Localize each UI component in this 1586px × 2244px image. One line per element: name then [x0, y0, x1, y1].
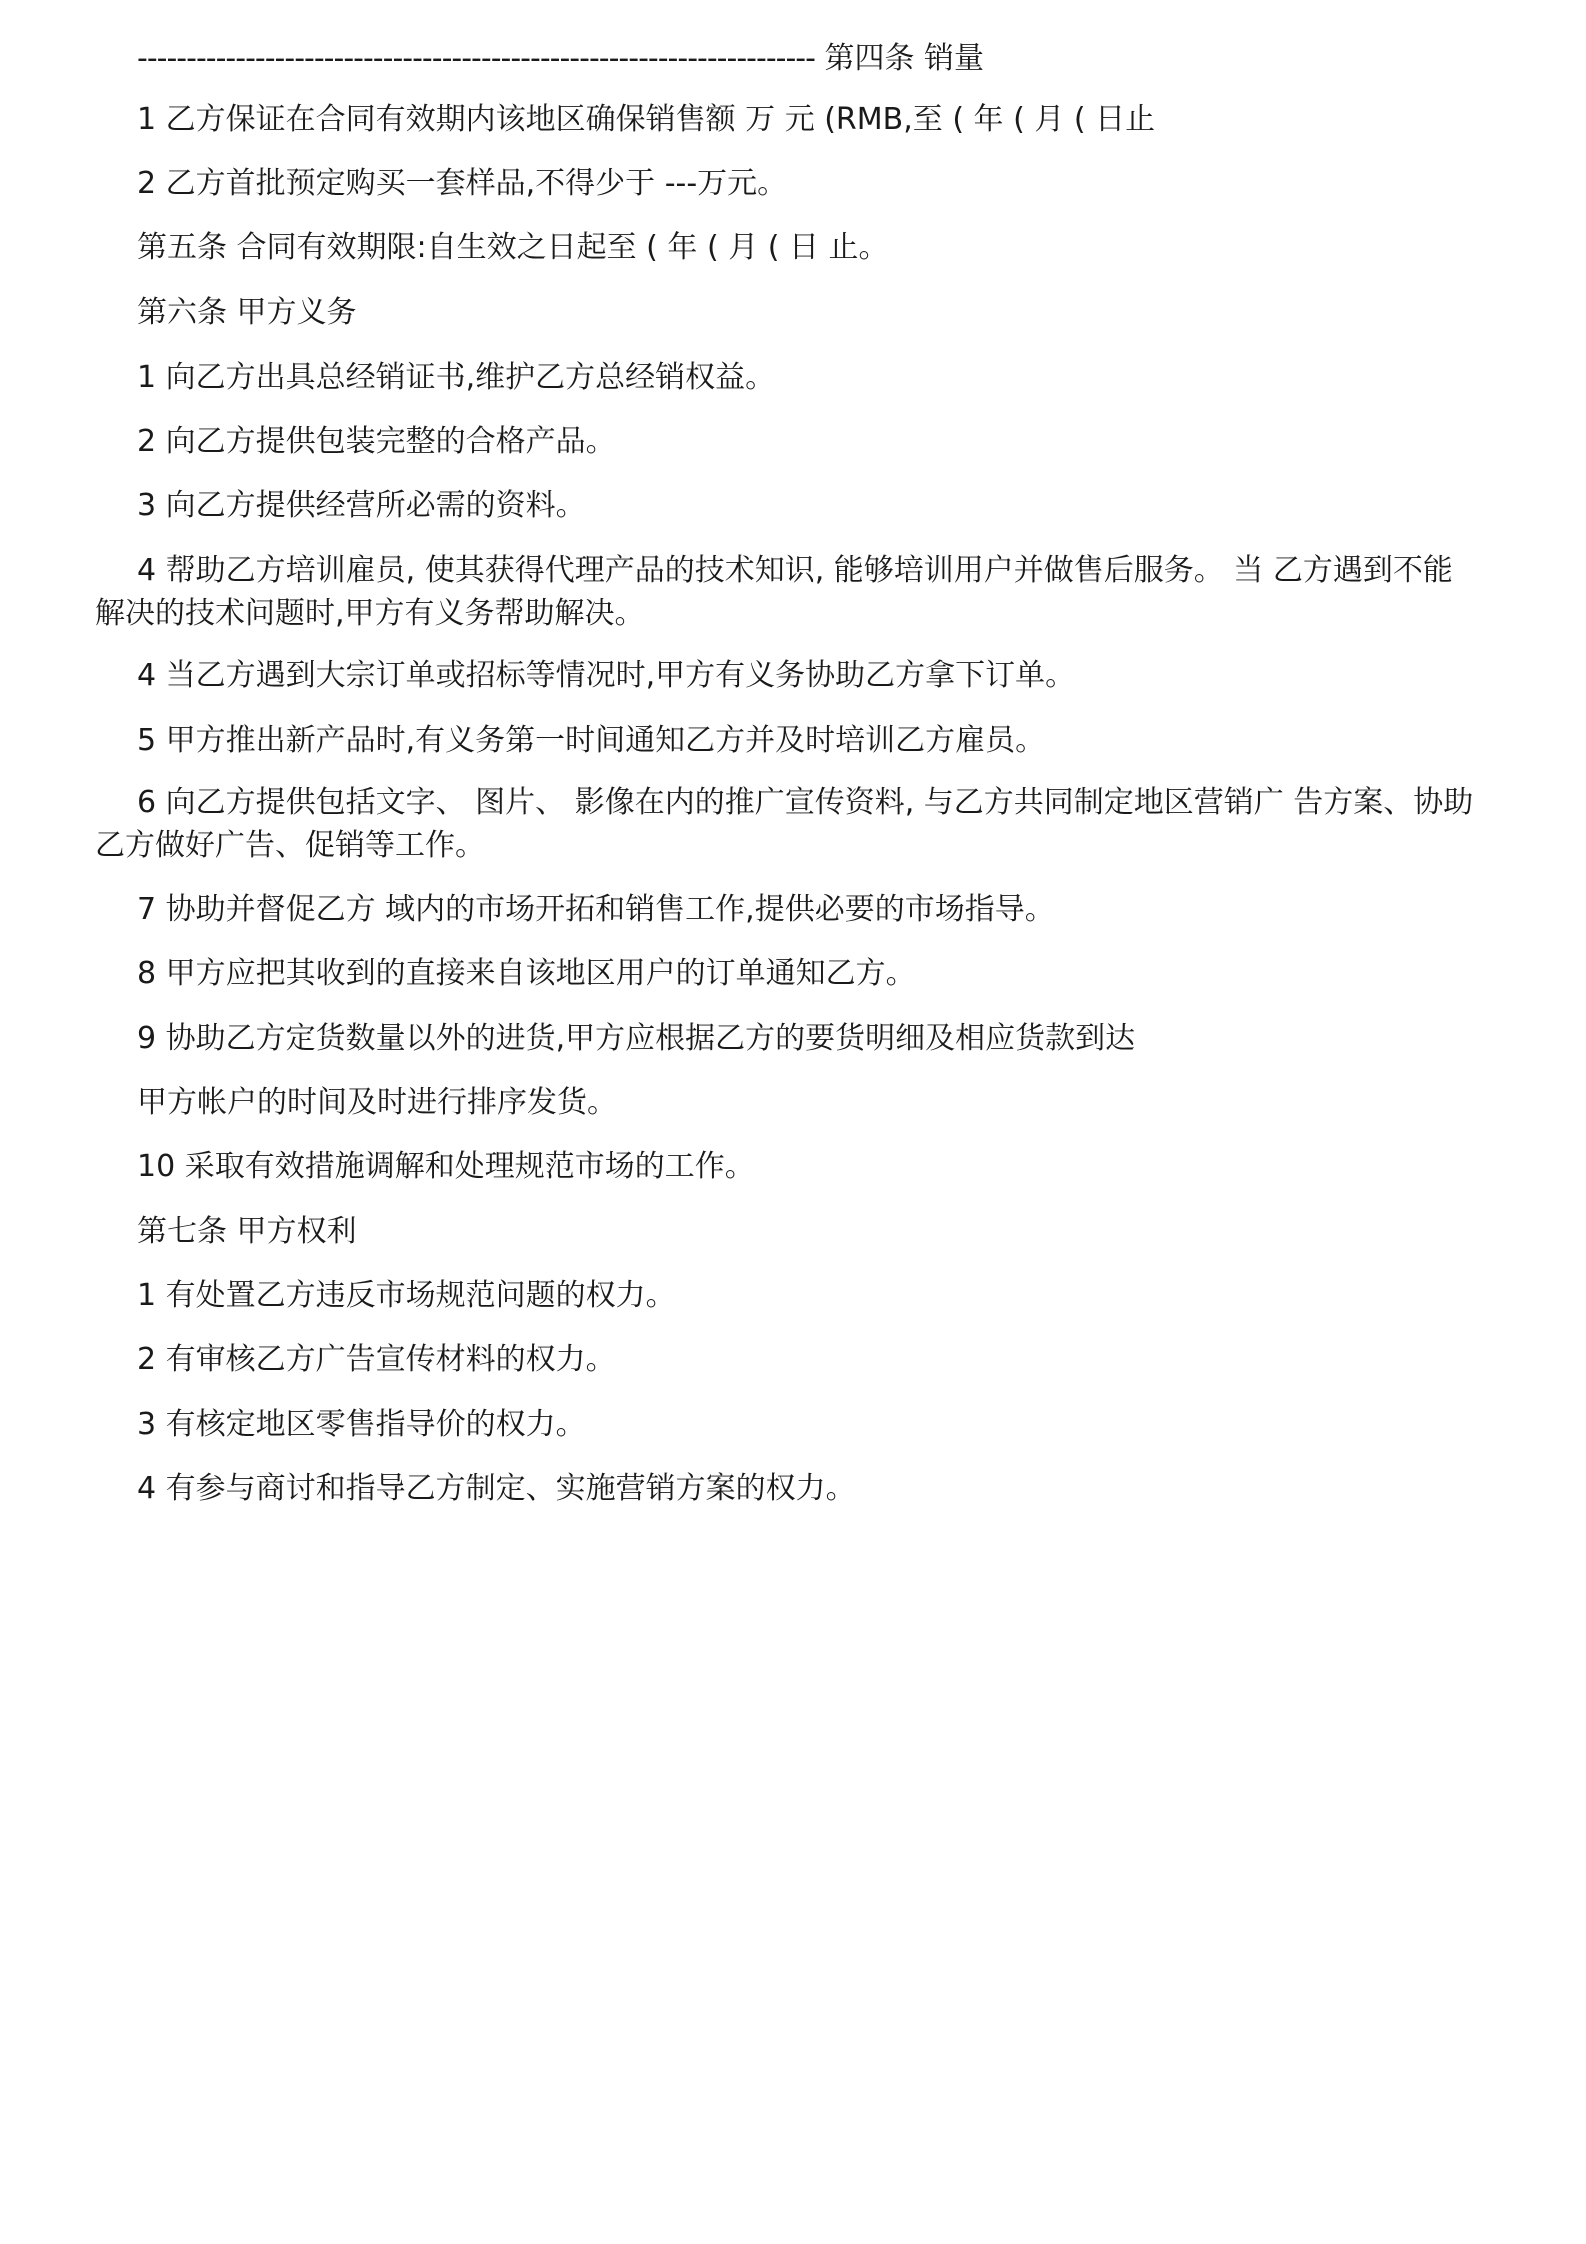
paragraph: 7 协助并督促乙方 域内的市场开拓和销售工作,提供必要的市场指导。: [137, 892, 1055, 927]
paragraph: 9 协助乙方定货数量以外的进货,甲方应根据乙方的要货明细及相应货款到达: [137, 1021, 1136, 1056]
paragraph: 4 有参与商讨和指导乙方制定、实施营销方案的权力。: [137, 1471, 856, 1506]
section-heading: 第六条 甲方义务: [137, 295, 357, 330]
paragraph: 3 向乙方提供经营所必需的资料。: [137, 488, 586, 523]
paragraph: 2 有审核乙方广告宣传材料的权力。: [137, 1342, 616, 1377]
paragraph: 3 有核定地区零售指导价的权力。: [137, 1407, 586, 1442]
paragraph: 2 乙方首批预定购买一套样品,不得少于 ---万元。: [137, 166, 788, 201]
section-heading: 第五条 合同有效期限:自生效之日起至 ( 年 ( 月 ( 日 止。: [137, 230, 889, 265]
paragraph: 10 采取有效措施调解和处理规范市场的工作。: [137, 1149, 755, 1184]
paragraph: 4 当乙方遇到大宗订单或招标等情况时,甲方有义务协助乙方拿下订单。: [137, 658, 1076, 693]
paragraph: 4 帮助乙方培训雇员, 使其获得代理产品的技术知识, 能够培训用户并做售后服务。 当 乙方遇到不能解决的技术问题时,甲方有义务帮助解决。: [95, 553, 1453, 631]
paragraph: 甲方帐户的时间及时进行排序发货。: [137, 1085, 617, 1120]
paragraph: 6 向乙方提供包括文字、 图片、 影像在内的推广宣传资料, 与乙方共同制定地区营销广 告方案、协助乙方做好广告、促销等工作。: [95, 785, 1474, 863]
paragraph: 1 乙方保证在合同有效期内该地区确保销售额 万 元 (RMB,至 ( 年 ( 月 ( 日止: [137, 102, 1156, 137]
paragraph: 8 甲方应把其收到的直接来自该地区用户的订单通知乙方。: [137, 956, 916, 991]
paragraph: 2 向乙方提供包装完整的合格产品。: [137, 424, 616, 459]
paragraph: 1 有处置乙方违反市场规范问题的权力。: [137, 1278, 676, 1313]
section-title: 第四条 销量: [824, 41, 985, 76]
section-header-line: [137, 37, 1457, 81]
paragraph: 5 甲方推出新产品时,有义务第一时间通知乙方并及时培训乙方雇员。: [137, 723, 1046, 758]
section-heading: 第七条 甲方权利: [137, 1214, 357, 1249]
paragraph: 1 向乙方出具总经销证书,维护乙方总经销权益。: [137, 360, 776, 395]
divider-dashes: ---------------------------------------------------------------------: [137, 41, 815, 76]
